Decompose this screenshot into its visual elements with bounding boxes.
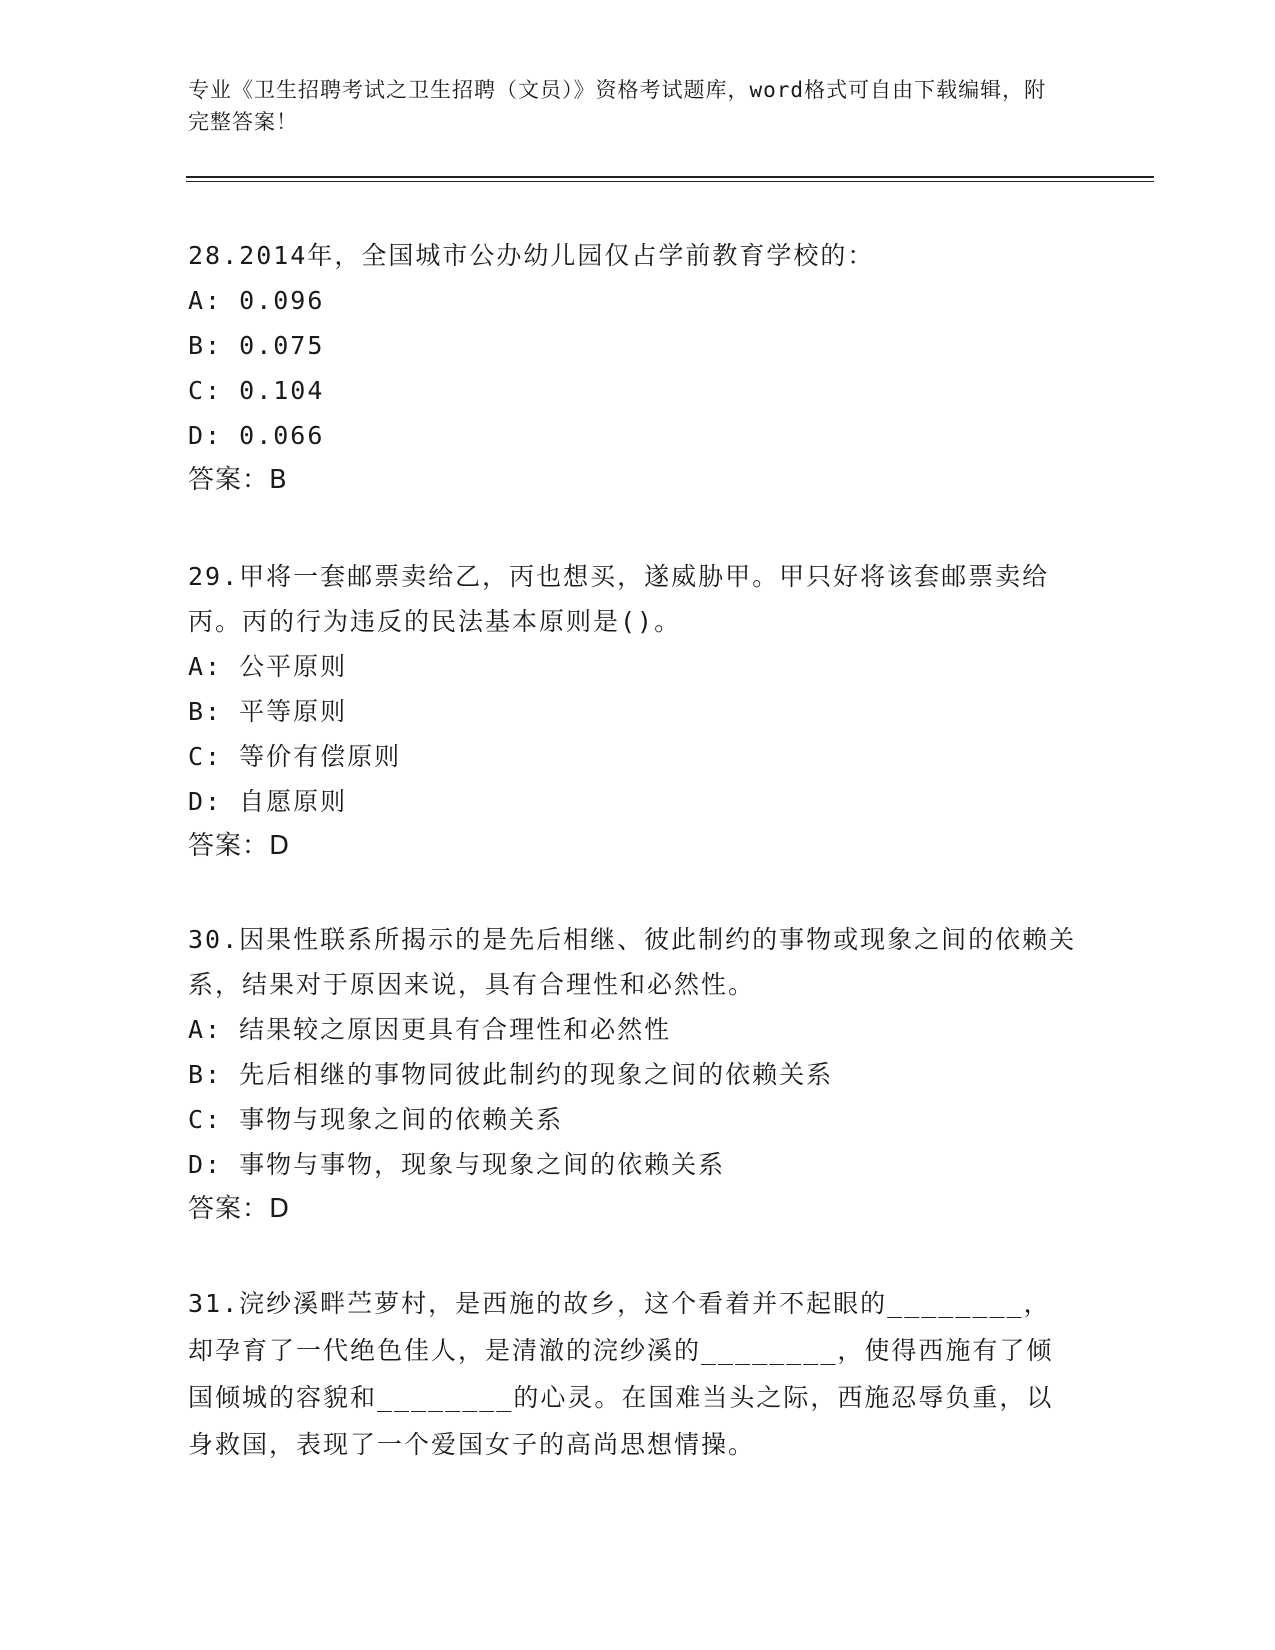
question-31 bbox=[188, 1280, 1068, 1468]
option-b: B: 0.075 bbox=[188, 331, 325, 360]
option-b: B: 平等原则 bbox=[188, 697, 348, 726]
answer: 答案：D bbox=[188, 831, 291, 861]
option-a: A: 结果较之原因更具有合理性和必然性 bbox=[188, 1015, 672, 1044]
option-d: D: 事物与事物，现象与现象之间的依赖关系 bbox=[188, 1150, 726, 1179]
question-text: 30.因果性联系所揭示的是先后相继、彼此制约的事物或现象之间的依赖关系，结果对于原因来说，具有合理性和必然性。 bbox=[188, 925, 1077, 999]
question-text: 29.甲将一套邮票卖给乙，丙也想买，遂威胁甲。甲只好将该套邮票卖给丙。丙的行为违反的民法基本原则是()。 bbox=[188, 562, 1050, 636]
question-text: 28.2014年，全国城市公办幼儿园仅占学前教育学校的： bbox=[188, 241, 875, 270]
option-c: C: 事物与现象之间的依赖关系 bbox=[188, 1105, 564, 1134]
answer: 答案：D bbox=[188, 1194, 291, 1224]
option-c: C: 等价有偿原则 bbox=[188, 742, 402, 771]
answer: 答案：B bbox=[188, 465, 288, 495]
header-divider bbox=[186, 176, 1154, 178]
option-d: D: 自愿原则 bbox=[188, 787, 348, 816]
option-d: D: 0.066 bbox=[188, 421, 325, 450]
header-divider-thin bbox=[186, 181, 1154, 182]
option-b: B: 先后相继的事物同彼此制约的现象之间的依赖关系 bbox=[188, 1060, 834, 1089]
option-a: A: 公平原则 bbox=[188, 652, 348, 681]
document-header: 专业《卫生招聘考试之卫生招聘（文员）》资格考试题库，word格式可自由下载编辑，附完整答案！ bbox=[188, 78, 1047, 134]
option-a: A: 0.096 bbox=[188, 286, 325, 315]
question-29 bbox=[188, 554, 1088, 869]
question-28 bbox=[188, 233, 1088, 503]
option-c: C: 0.104 bbox=[188, 376, 325, 405]
question-30 bbox=[188, 917, 1088, 1232]
question-text: 31.浣纱溪畔苎萝村，是西施的故乡，这个看着并不起眼的________，却孕育了一代绝色佳人，是清澈的浣纱溪的________，使得西施有了倾国倾城的容貌和________的心灵。在国难当头之际，西施忍辱负重，以身救国，表现了一个爱国女子的高尚思想情操。 bbox=[188, 1289, 1054, 1459]
